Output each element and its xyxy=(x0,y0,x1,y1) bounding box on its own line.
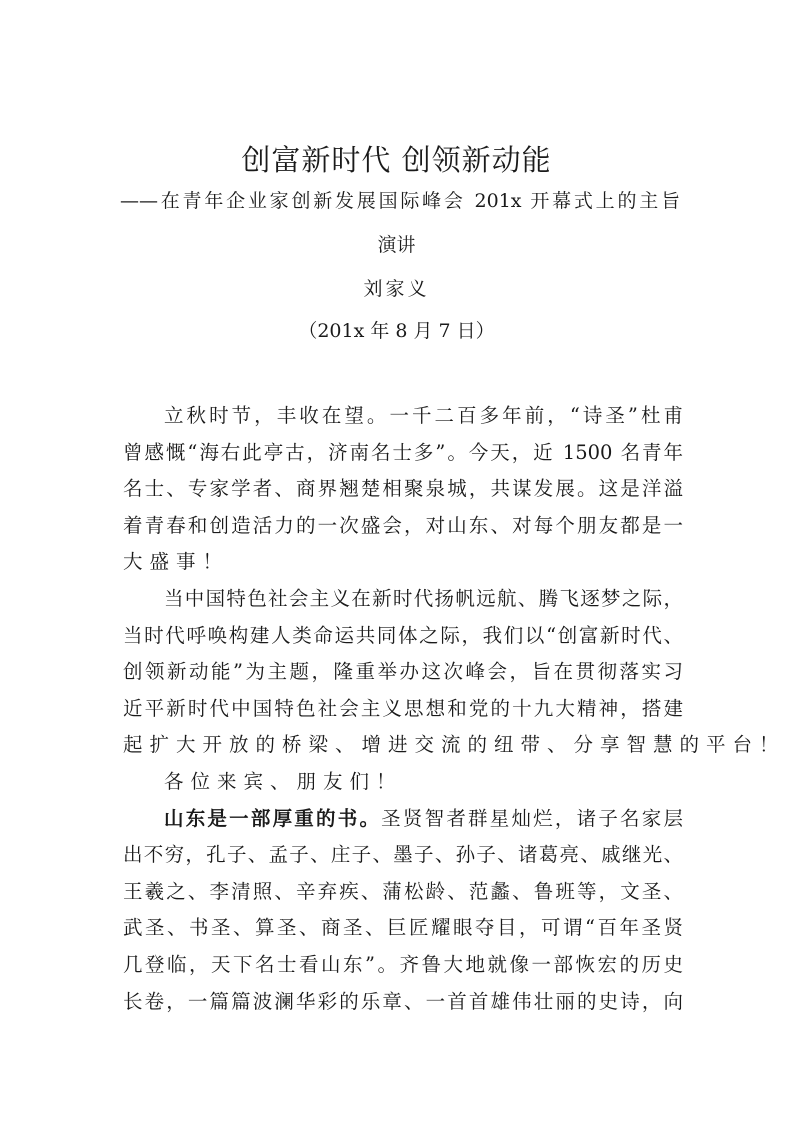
paragraph-3 xyxy=(123,764,683,801)
text-line: 当时代呼唤构建人类命运共同体之际，我们以“创富新时代、 xyxy=(123,623,683,647)
text-line: 长卷，一篇篇波澜华彩的乐章、一首首雄伟壮丽的史诗，向 xyxy=(123,989,683,1013)
paragraph-4 xyxy=(123,801,683,1021)
text-line xyxy=(123,801,683,838)
bold-lead-sentence: 山东是一部厚重的书。 xyxy=(164,806,382,830)
text-line: 创领新动能”为主题，隆重举办这次峰会，旨在贯彻落实习 xyxy=(123,660,683,684)
text-span: 圣贤智者群星灿烂，诸子名家层 xyxy=(381,806,683,830)
paragraph-2 xyxy=(123,581,786,764)
text-line: 立秋时节，丰收在望。一千二百多年前，“诗圣”杜甫 xyxy=(164,404,683,427)
document-subtitle-continued: 演讲 xyxy=(377,234,416,256)
text-line: 各位来宾、朋友们！ xyxy=(164,769,403,793)
text-line: 起扩大开放的桥梁、增进交流的纽带、分享智慧的平台！ xyxy=(123,733,786,757)
text-line: 出不穷，孔子、孟子、庄子、墨子、孙子、诸葛亮、戚继光、 xyxy=(123,843,683,867)
text-line: 几登临，天下名士看山东”。齐鲁大地就像一部恢宏的历史 xyxy=(123,952,683,976)
text-line: 曾感慨“海右此亭古，济南名士多”。今天，近 1500 名青年 xyxy=(123,440,683,464)
speech-date: （201x 年 8 月 7 日） xyxy=(298,320,495,342)
text-line: 着青春和创造活力的一次盛会，对山东、对每个朋友都是一 xyxy=(123,513,683,537)
document-title: 创富新时代 创领新动能 xyxy=(241,143,552,177)
text-line: 武圣、书圣、算圣、商圣、巨匠耀眼夺目，可谓“百年圣贤 xyxy=(123,916,683,940)
text-line: 名士、专家学者、商界翘楚相聚泉城，共谋发展。这是洋溢 xyxy=(123,477,683,501)
text-line: 王羲之、李清照、辛弃疾、蒲松龄、范蠡、鲁班等，文圣、 xyxy=(123,879,683,903)
text-line: 大盛事！ xyxy=(123,550,230,574)
paragraph-1 xyxy=(123,398,683,581)
text-line: 近平新时代中国特色社会主义思想和党的十九大精神，搭建 xyxy=(123,696,683,720)
author-name: 刘家义 xyxy=(363,278,430,300)
document-subtitle: ——在青年企业家创新发展国际峰会 201x 开幕式上的主旨 xyxy=(120,190,680,212)
document-body xyxy=(123,398,786,1020)
text-line: 当中国特色社会主义在新时代扬帆远航、腾飞逐梦之际， xyxy=(164,586,683,610)
